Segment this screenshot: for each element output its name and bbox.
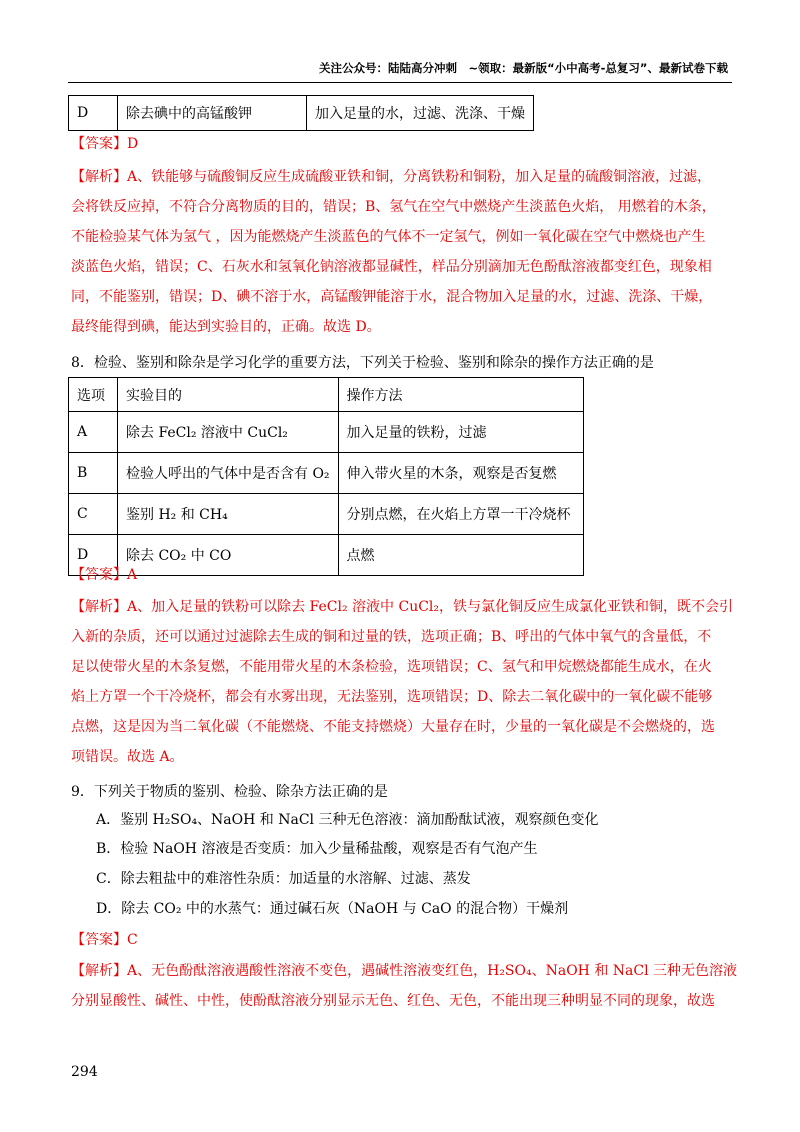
col-header-purpose: 实验目的 [118, 378, 339, 412]
analysis-line: 分别显酸性、碱性、中性，使酚酞溶液分别显示无色、红色、无色，不能出现三种明显不同的现象，故选 [71, 993, 715, 1009]
q8-stem: 8．检验、鉴别和除杂是学习化学的重要方法，下列关于检验、鉴别和除杂的操作方法正确的是 [71, 355, 654, 371]
q9-answer: 【答案】C [71, 932, 138, 948]
analysis-line: 【解析】A、铁能够与硫酸铜反应生成硫酸亚铁和铜，分离铁粉和铜粉，加入足量的硫酸铜溶液，过滤， [71, 169, 712, 185]
q8-analysis [71, 592, 734, 772]
table-row [69, 453, 584, 494]
q7-analysis [71, 162, 731, 342]
table-row [69, 535, 584, 576]
col-header-method: 操作方法 [338, 378, 583, 412]
table-row [69, 96, 534, 131]
analysis-line: 足以使带火星的木条复燃，不能用带火星的木条检验，选项错误；C、氢气和甲烷燃烧都能生成水，在火 [71, 659, 712, 675]
table-cell-purpose: 除去 CO₂ 中 CO [118, 535, 339, 576]
table-cell-method: 加入足量的水，过滤、洗涤、干燥 [307, 96, 534, 131]
table-cell-option: D [69, 96, 118, 131]
table-continuation [68, 95, 534, 131]
col-header-option: 选项 [69, 378, 118, 412]
analysis-line: 淡蓝色火焰，错误；C、石灰水和氢氧化钠溶液都显碱性，样品分别滴加无色酚酞溶液都变红色，现象相 [71, 259, 712, 275]
table-cell-option: C [69, 494, 118, 535]
header-rule [68, 82, 732, 83]
page-number: 294 [71, 1064, 98, 1080]
analysis-line: 项错误。故选 A。 [71, 749, 184, 765]
table-cell-method: 伸入带火星的木条，观察是否复燃 [338, 453, 583, 494]
q9-option-a: A．鉴别 H₂SO₄、NaOH 和 NaCl 三种无色溶液：滴加酚酞试液，观察颜色变化 [96, 812, 599, 828]
analysis-line: 不能检验某气体为氢气 ，因为能燃烧产生淡蓝色的气体不一定氢气，例如一氧化碳在空气中燃烧也产生 [71, 229, 706, 245]
analysis-line: 【解析】A、无色酚酞溶液遇酸性溶液不变色，遇碱性溶液变红色，H₂SO₄、NaOH 和 NaCl 三种无色溶液 [71, 963, 738, 979]
q9-stem: 9．下列关于物质的鉴别、检验、除杂方法正确的是 [71, 784, 388, 800]
table-cell-purpose: 检验人呼出的气体中是否含有 O₂ [118, 453, 339, 494]
q9-option-c: C．除去粗盐中的难溶性杂质：加适量的水溶解、过滤、蒸发 [96, 871, 471, 887]
analysis-line: 点燃，这是因为当二氧化碳（不能燃烧、不能支持燃烧）大量存在时，少量的一氧化碳是不会燃烧的，选 [71, 719, 715, 735]
table-row [69, 494, 584, 535]
q9-option-d: D．除去 CO₂ 中的水蒸气：通过碱石灰（NaOH 与 CaO 的混合物）干燥剂 [96, 901, 569, 917]
table-cell-purpose: 除去 FeCl₂ 溶液中 CuCl₂ [118, 412, 339, 453]
analysis-line: 会将铁反应掉，不符合分离物质的目的，错误；B、氢气在空气中燃烧产生淡蓝色火焰， 用燃着的木条， [71, 199, 716, 215]
q9-option-b: B．检验 NaOH 溶液是否变质：加入少量稀盐酸，观察是否有气泡产生 [96, 841, 538, 857]
table-row [69, 412, 584, 453]
table-header-row [69, 378, 584, 412]
table-cell-method: 加入足量的铁粉，过滤 [338, 412, 583, 453]
table-cell-option: B [69, 453, 118, 494]
q8-answer: 【答案】A [71, 567, 138, 583]
page-header: 关注公众号：陆陆高分冲刺 ~领取：最新版“小中高考-总复习”、最新试卷下载 [318, 61, 728, 75]
table-cell-option: D [69, 535, 118, 576]
table-cell-method: 点燃 [338, 535, 583, 576]
table-cell-purpose: 鉴别 H₂ 和 CH₄ [118, 494, 339, 535]
analysis-line: 【解析】A、加入足量的铁粉可以除去 FeCl₂ 溶液中 CuCl₂，铁与氯化铜反应生成氯化亚铁和铜，既不会引 [71, 599, 734, 615]
table-cell-method: 分别点燃，在火焰上方罩一干冷烧杯 [338, 494, 583, 535]
analysis-line: 焰上方罩一个干冷烧杯，都会有水雾出现，无法鉴别，选项错误；D、除去二氧化碳中的一氧化碳不能够 [71, 689, 713, 705]
q7-answer: 【答案】D [71, 136, 139, 152]
analysis-line: 同，不能鉴别，错误；D、碘不溶于水，高锰酸钾能溶于水，混合物加入足量的水，过滤、洗涤、干燥， [71, 289, 713, 305]
q8-table [68, 377, 584, 576]
q9-analysis [71, 956, 738, 1016]
table-cell-purpose: 除去碘中的高锰酸钾 [118, 96, 307, 131]
analysis-line: 最终能得到碘，能达到实验目的，正确。故选 D。 [71, 319, 381, 335]
analysis-line: 入新的杂质，还可以通过过滤除去生成的铜和过量的铁，选项正确；B、呼出的气体中氧气的含量低，不 [71, 629, 712, 645]
table-cell-option: A [69, 412, 118, 453]
